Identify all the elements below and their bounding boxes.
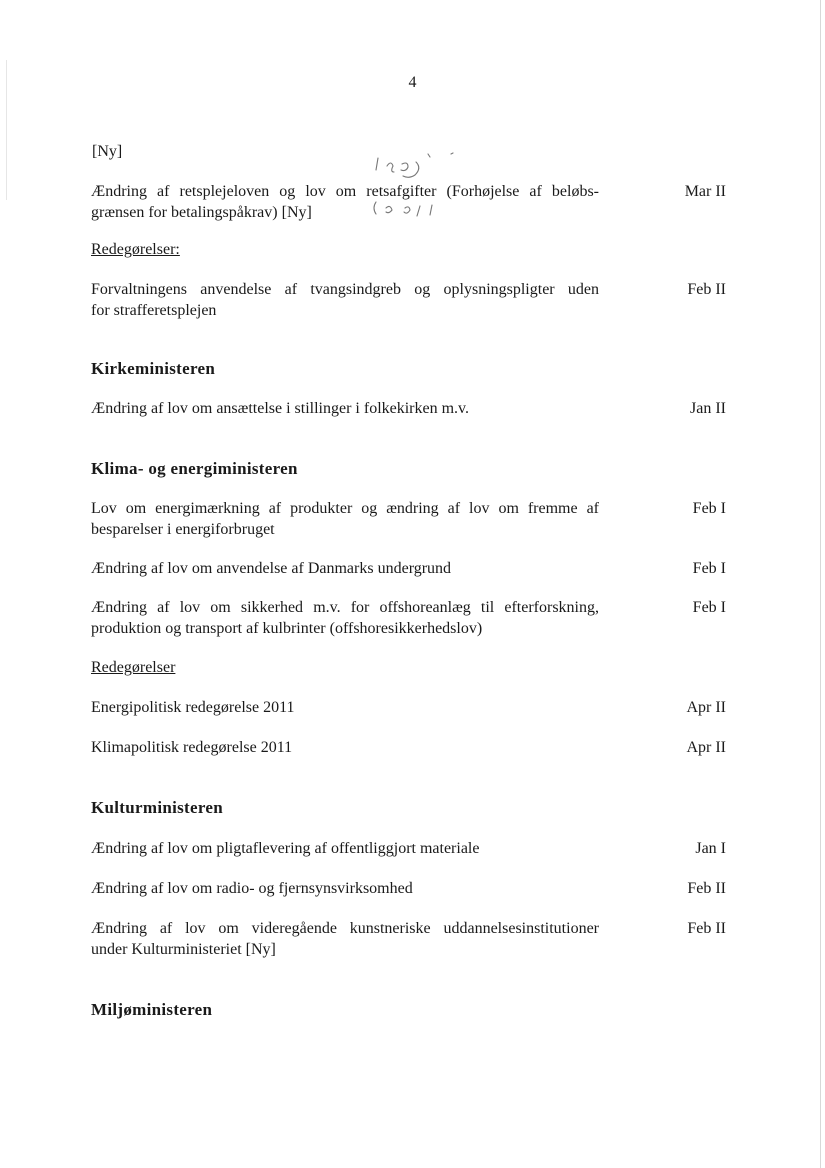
intro-item-date: Mar II <box>684 183 726 200</box>
forvaltning-item-date: Feb II <box>687 281 726 298</box>
heading-kulturministeren: Kulturministeren <box>91 798 223 817</box>
redegorelser-label: Redegørelser: <box>91 241 180 258</box>
intro-item-line2: grænsen for betalingspåkrav) [Ny] <box>91 204 312 221</box>
klima-item-1-date: Feb I <box>692 500 726 517</box>
klima-item-1 <box>91 498 599 540</box>
klima-item-1-line1: Lov om energimærkning af produkter og ændring af lov om fremme af <box>91 500 599 517</box>
klima-item-1-line2: besparelser i energiforbruget <box>91 521 275 538</box>
kultur-item-3-line1: Ændring af lov om videregående kunstneriske uddannelsesinstitutioner <box>91 920 599 937</box>
klima-item-4-date: Apr II <box>686 699 726 716</box>
klima-item-3-line2: produktion og transport af kulbrinter (offshoresikkerhedslov) <box>91 620 483 637</box>
kultur-item-1: Ændring af lov om pligtaflevering af offentliggjort materiale <box>91 840 480 857</box>
forvaltning-item <box>91 279 599 321</box>
intro-item <box>91 181 599 223</box>
kultur-item-1-date: Jan I <box>695 840 726 857</box>
klima-item-2: Ændring af lov om anvendelse af Danmarks undergrund <box>91 560 452 577</box>
kultur-item-2-date: Feb II <box>687 880 726 897</box>
klima-item-3-line1: Ændring af lov om sikkerhed m.v. for offshoreanlæg til efterforskning, <box>91 599 599 616</box>
klima-item-2-date: Feb I <box>692 560 726 577</box>
klima-item-5: Klimapolitisk redegørelse 2011 <box>91 739 293 756</box>
klima-item-3-date: Feb I <box>692 599 726 616</box>
klima-redegorelser-label: Redegørelser <box>91 659 176 676</box>
klima-item-4: Energipolitisk redegørelse 2011 <box>91 699 295 716</box>
klima-item-3 <box>91 597 599 639</box>
heading-miljoministeren: Miljøministeren <box>91 1000 213 1019</box>
top-note: [Ny] <box>92 143 123 160</box>
forvaltning-item-line2: for strafferetsplejen <box>91 302 217 319</box>
heading-kirkeministeren: Kirkeministeren <box>91 359 216 378</box>
kirke-item-date: Jan II <box>690 400 726 417</box>
intro-item-line1: Ændring af retsplejeloven og lov om retsafgifter (Forhøjelse af beløbs- <box>91 183 599 200</box>
kultur-item-3 <box>91 918 599 960</box>
kultur-item-2: Ændring af lov om radio- og fjernsynsvirksomhed <box>91 880 413 897</box>
kirke-item: Ændring af lov om ansættelse i stillinger i folkekirken m.v. <box>91 400 470 417</box>
page-number: 4 <box>408 74 417 91</box>
kultur-item-3-date: Feb II <box>687 920 726 937</box>
kultur-item-3-line2: under Kulturministeriet [Ny] <box>91 941 276 958</box>
heading-klima-energiministeren: Klima- og energiministeren <box>91 459 298 478</box>
klima-item-5-date: Apr II <box>686 739 726 756</box>
page-edge-right <box>820 0 821 1168</box>
forvaltning-item-line1: Forvaltningens anvendelse af tvangsindgreb og oplysningspligter uden <box>91 281 599 298</box>
